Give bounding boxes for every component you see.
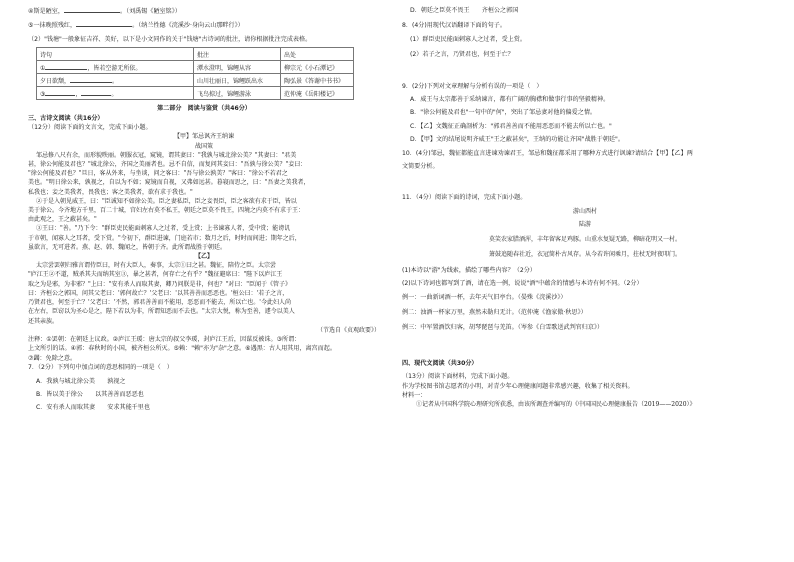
passage-line: 美也。"明日徐公来，孰视之，自以为不如；窥镜而自视，又弗如远甚。暮寝而思之，曰："吾妻之美我者，: [28, 179, 310, 187]
table-cell: 潭水澄明，锦鲤从容: [194, 61, 281, 74]
question-11-example: 例一：一曲新词酒一杯，去年天气旧亭台。（晏殊《浣溪沙》）: [402, 293, 567, 301]
answer-space[interactable]: [402, 333, 768, 359]
table-row: [37, 87, 354, 100]
table-cell: 范仲淹《岳阳楼记》: [281, 87, 354, 100]
question-11-stem: 11．（4分）阅读下面的诗词，完成下面小题。: [402, 194, 527, 202]
part-two-title: 第二部分 阅读与鉴赏（共46分）: [157, 105, 251, 113]
passage-line: ③王曰："善。"乃下令："群臣吏民能面刺寡人之过者，受上赏；上书谏寡人者，受中赏；能谤讥: [36, 225, 291, 233]
passage-line: 甚，徐公何能及君也？"城北徐公，齐国之美丽者也。忌不自信，而复问其妾曰："吾孰与徐公美？"妾曰：: [28, 161, 307, 169]
table-cell: 夕日欲颓， 。: [37, 74, 194, 87]
answer-blank[interactable]: [81, 89, 111, 96]
question-11-example: 例三：中军置酒饮归客，胡琴琵琶与羌笛。（岑参《白雪歌送武判官归京》）: [402, 324, 604, 332]
answer-space[interactable]: [402, 60, 768, 82]
question-7-option[interactable]: B．皆以美于徐公 以其善善而恶恶也: [36, 390, 144, 398]
notes-line: ⑦蠲：免除之意。: [28, 354, 77, 362]
section-three-title: 三、古诗文阅读（共16分）: [28, 114, 104, 122]
passage-jia-title: 【甲】邹忌讽齐王纳谏: [173, 133, 234, 141]
passage-line: "庐江王②不道，贼杀其夫而纳其室③，暴之甚者，何存亡之有乎？"魏征避席曰："陛下以庐江王: [28, 271, 283, 279]
passage-line: 乃贤君也，何至于亡？'父老曰：'不然，郭君善善而不能用，恶恶而不能去，所以亡也。'今此妇人尚: [28, 299, 291, 307]
annotation-table: [36, 47, 354, 100]
answer-blank[interactable]: [64, 6, 120, 13]
passage-line: 还其亲族。: [28, 317, 59, 325]
question-9-option[interactable]: C．【乙】文魏征正确剖析为："郭君善善而不能用恶恶而不能去所以亡也。": [410, 122, 612, 130]
table-cell: ① ，皆若空游无所依。: [37, 61, 194, 74]
question-8-item: (1）群臣吏民能面刺寡人之过者，受上赏。: [410, 35, 526, 43]
poem-author: 陆游: [578, 221, 591, 229]
passage-jia: [28, 151, 380, 252]
question-10-stem: 10．(4分)邹忌，魏征都能直言进谏劝谏君王，邹忌和魏征都采用了哪种方式进行讽谏?请结合【甲】【乙】两: [402, 149, 693, 157]
answer-space[interactable]: [402, 171, 768, 193]
notes-line: 上文所引的话。④郭：春秋时的小国，被齐桓公所灭。⑤赖："赖"亦为"杂"之意。⑥遇黑：古人用其用，离宫而起。: [28, 345, 336, 353]
passage-line: 由此观之，王之蔽甚矣。": [28, 216, 97, 224]
right-column: [402, 6, 768, 410]
table-header-row: [37, 48, 354, 61]
passage-line: 私我也；妾之美我者，畏我也；客之美我者，欲有求于我也。": [28, 188, 193, 196]
passage-line: 取之为是邪，为非邪？"上曰："安有杀人而取其妻，卿乃问朕是非，何也？"对曰："臣闻于《管子》: [28, 280, 292, 288]
question-10-stem: 文简要分析。: [402, 163, 439, 171]
passage-line: 太宗尝罢朝归雅言谓侍臣曰，时有大臣人，奏事，太宗①曰之甚。魏征，陪侍之臣。太宗尝: [36, 262, 277, 270]
section-four-paragraph: 作为学校图书馆志愿者的小明，对青少年心理健康问题非常感兴趣，收集了相关资料。: [402, 382, 634, 390]
poem-line: 莫笑农家腊酒浑，丰年留客足鸡豚。山重水复疑无路，柳暗花明又一村。: [488, 236, 681, 244]
table-cell: 飞鸟掠过，锦鲤游泳: [194, 87, 281, 100]
question-9-option[interactable]: B．"徐公何能及君也"一句中的"何"，突出了邹忌妻对他的偏爱之情。: [410, 109, 597, 117]
table-header-cell: 出处: [281, 48, 354, 61]
question-11-sub: (1)本诗以"游"为线索，描绘了哪些内容？（2分）: [402, 266, 536, 274]
passage-line: 于市朝，闻寡人之耳者，受下赏。"令初下，群臣进谏，门庭若市；数月之后，时时而间进；期年之后，: [28, 234, 301, 242]
material-text: ①记者从中国科学院心理研究所获悉，由该所调查并编写的《中国国民心理健康报告（2019——2020）》: [416, 401, 696, 409]
passage-yi-title: 【乙】: [194, 253, 213, 261]
question-11-sub: (2)以下诗词也都写到了酒，请在选一例，说说"酒"中蕴含的情感与本诗有何不同。（2分）: [402, 280, 643, 288]
notes-line: 注释：①罢朝：在朝廷上议政。②庐江王瑗：唐太宗的叔父李瑗，封庐江王后，因谋反被诛。③所谓：: [28, 335, 301, 343]
passage-source: （节选自《贞观政要》）: [316, 326, 380, 334]
passage-line: 美于徐公。今齐地方千里，百二十城，宫妇左右莫不私王，朝廷之臣莫不畏王，四境之内莫不有求于王：: [28, 207, 305, 215]
table-cell: 山川壮丽日，锦鲤跃出水: [194, 74, 281, 87]
passage-line: 曰：齐桓公之郭国，问其父老曰：'郭何故亡？'父老曰：'以其善善而恶恶也。'桓公曰：'若子之言，: [28, 289, 289, 297]
question-7-stem: 7．（2分）下列句中加点词的意思相同的一项是（ ）: [28, 364, 173, 372]
answer-blank[interactable]: [45, 63, 87, 70]
table-header-cell: 诗句: [37, 48, 194, 61]
question-11-example: 例二：浊酒一杯家万里，燕然未勒归无计。（范仲淹《渔家傲·秋思》）: [402, 308, 587, 316]
question-9-option[interactable]: A．威王与太宗都善于采纳谏言，都有广阔的胸襟和做事行事的坚毅精神。: [410, 96, 610, 104]
answer-blank[interactable]: [45, 89, 75, 96]
fill-question-5: ⑤一抹晚照残红， 。（纳兰性德《浣溪沙·身向云山那畔行》）: [28, 22, 244, 30]
passage-jia-author: 战国策: [194, 142, 213, 150]
question-7-option[interactable]: C．安有杀人而取其妻 安求其能千里也: [36, 404, 150, 412]
poem-title: 游山西村: [572, 207, 597, 215]
passage-line: "徐公何能及君也？"旦日，客从外来，与坐谈，问之客曰："吾与徐公孰美？"客曰："徐公不若君之: [28, 170, 288, 178]
poem-line: 箫鼓追随春社近，衣冠简朴古风存。从今若许闲乘月，拄杖无时夜叩门。: [488, 251, 681, 259]
table-cell: 柳宗元《小石潭记》: [281, 61, 354, 74]
passage-yi: [28, 261, 380, 325]
question-7-option[interactable]: D．朝廷之臣莫不畏王 齐桓公之郭国: [410, 7, 519, 14]
passage-line: 邹忌修八尺有余，而形貌昳丽。朝服衣冠，窥镜，谓其妻曰："我孰与城北徐公美？"其妻曰："君美: [36, 151, 297, 159]
section-four-title: 四、现代文阅读（共30分）: [402, 359, 478, 367]
question-7-option[interactable]: A．我孰与城北徐公美 孰视之: [36, 377, 126, 385]
table-header-cell: 批注: [194, 48, 281, 61]
answer-blank[interactable]: [76, 20, 132, 27]
answer-blank[interactable]: [70, 76, 112, 83]
section-three-intro: （12分）阅读下面的文言文，完成下面小题。: [28, 124, 152, 132]
table-cell: ③ ， 。: [37, 87, 194, 100]
question-9-option[interactable]: D．【甲】文的结尾说明齐威王"王之蔽甚矣"，王纳的功能让齐国"战胜于朝廷"。: [410, 136, 624, 144]
passage-line: 虽欲言，无可进者。燕、赵、韩、魏闻之，皆朝于齐。此所谓战胜于朝廷。: [28, 243, 227, 251]
fill-question-4: ④斯是陋室， 。（刘禹锡《陋室铭》）: [28, 8, 181, 15]
question-8-stem: 8．(4分)用现代汉语翻译下面的句子。: [402, 22, 506, 30]
passage-line: ②于是入朝见威王，曰："臣诚知不如徐公美。臣之妻私臣，臣之妾畏臣，臣之客欲有求于臣，皆以: [36, 197, 297, 205]
material-label: 材料一：: [402, 391, 427, 399]
table-row: [37, 61, 354, 74]
section-four-intro: （13分）阅读下面材料，完成下面小题。: [402, 373, 514, 381]
table-cell: 陶弘景《答谢中书书》: [281, 74, 354, 87]
left-column: [28, 6, 380, 413]
question-9-stem: 9．(2分)下列对文章理解与分析有误的一项是（ ）: [402, 82, 543, 90]
table-question-intro: （2）"钱塘"一般象征吉祥、美好，以下是小文同作的关于"钱塘"古诗词的批注，请你根据批注完成表格。: [28, 35, 312, 43]
question-8-item: (2）若子之言，乃贤君也，何至于亡？: [410, 51, 514, 59]
table-row: [37, 74, 354, 87]
passage-line: 在左右，臣窃以为圣心是之，陛下若以为非，所谓知恶而不去也。"太宗大悦，称为至善，遽令以美人: [28, 308, 295, 316]
